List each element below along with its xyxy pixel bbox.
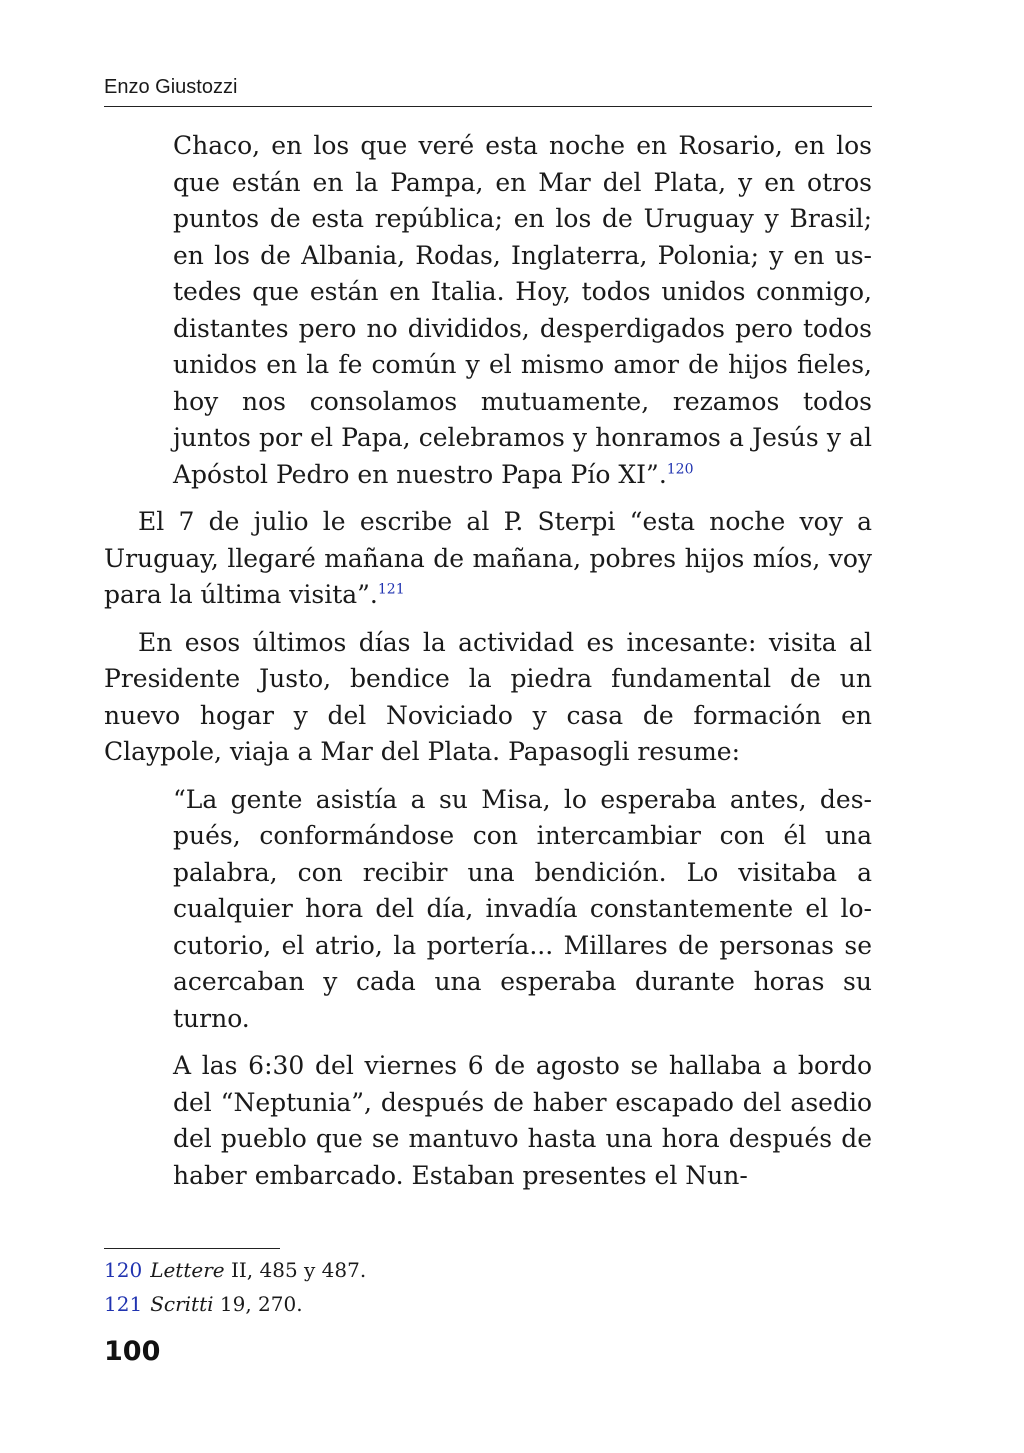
footnote-number[interactable]: 121 bbox=[104, 1292, 143, 1316]
paragraph-1 bbox=[104, 504, 872, 614]
main-text bbox=[104, 128, 872, 1194]
block-quote-1 bbox=[173, 128, 872, 493]
block-quote-1-text: Chaco, en los que veré esta noche en Rosario, en los que están en la Pampa, en Mar del Plata, y en otros puntos de esta república; en los de Uruguay y Brasil; en los de Albania, Rodas, Inglaterra, Polonia; y en ustedes que están en Italia. Hoy, todos unidos conmigo, distantes pero no divididos, desperdigados pero todos unidos en la fe común y el mismo amor de hijos fieles, hoy nos consolamos mutuamente, rezamos todos juntos por el Papa, celebramos y honramos a Jesús y al Apóstol Pedro en nuestro Papa Pío XI”. bbox=[173, 131, 872, 489]
block-quote-3: A las 6:30 del viernes 6 de agosto se hallaba a bordo del “Neptunia”, después de haber escapado del asedio del pueblo que se mantuvo hasta una hora después de haber embarcado. Estaban presentes el Nun- bbox=[173, 1051, 872, 1190]
footnote-ref-120[interactable]: 120 bbox=[666, 461, 694, 478]
footnote-rule bbox=[104, 1248, 280, 1249]
footnote-title: Scritti bbox=[150, 1292, 214, 1316]
footnote-121 bbox=[104, 1287, 872, 1321]
footnote-text: 19, 270. bbox=[213, 1292, 303, 1316]
footnotes bbox=[104, 1248, 872, 1321]
footnote-120 bbox=[104, 1253, 872, 1287]
running-header-author: Enzo Giustozzi bbox=[104, 74, 872, 107]
paragraph-2: En esos últimos días la actividad es incesante: visita al Presidente Justo, bendice la piedra fundamental de un nuevo hogar y del Noviciado y casa de formación en Claypole, viaja a Mar del Plata. Papasogli resume: bbox=[104, 627, 872, 766]
footnote-title: Lettere bbox=[150, 1258, 225, 1282]
footnote-ref-121[interactable]: 121 bbox=[377, 581, 405, 598]
footnote-number[interactable]: 120 bbox=[104, 1258, 143, 1282]
block-quote-2: “La gente asistía a su Misa, lo esperaba antes, después, conformándose con intercambiar con él una palabra, con recibir una bendición. Lo visitaba a cualquier hora del día, invadía constantemente el locutorio, el atrio, la portería... Millares de personas se acercaban y cada una esperaba durante horas su turno. bbox=[173, 784, 872, 1033]
page-number: 100 bbox=[104, 1336, 161, 1367]
paragraph-1-text: El 7 de julio le escribe al P. Sterpi “esta noche voy a Uruguay, llegaré mañana de mañana, pobres hijos míos, voy para la última visita”. bbox=[104, 507, 872, 609]
footnote-text: II, 485 y 487. bbox=[224, 1258, 367, 1282]
